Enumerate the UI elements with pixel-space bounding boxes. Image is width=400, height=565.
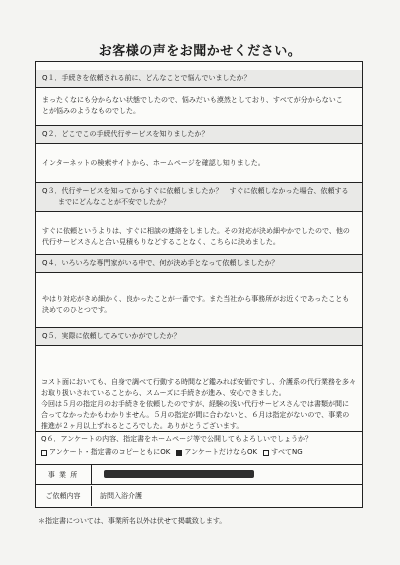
request-label: ご依頼内容 <box>35 486 92 506</box>
question-1 <box>36 70 362 88</box>
survey-form <box>35 61 363 508</box>
question-3-text: Q３．代行サービスを知ってからすぐに依頼しましたか？ すぐに依頼しなかった場合、依頼する <box>42 187 349 195</box>
answer-5-line: 今回は５月の指定月のお手続きを依頼したのですが、経験の浅い代行サービスさんでは書類が間に <box>41 400 349 408</box>
question-2-text: Q２．どこでこの手続代行サービスを知りましたか？ <box>42 130 209 138</box>
answer-1-line: とが悩みのようなものでした。 <box>42 107 140 115</box>
question-4-text: Q４．いろいろな専門家がいる中で、何が決め手となって依頼しましたか？ <box>42 259 279 267</box>
answer-5-line: お取り扱いされていることから、スムーズに手続きが進み、安心できました。 <box>41 389 286 397</box>
answer-3 <box>36 226 362 248</box>
answer-4-line: やはり対応がきめ細かく、良かったことが一番です。また当社から事務所がお近くであったことも <box>42 295 350 303</box>
option-label: アンケートだけならOK <box>184 448 258 456</box>
request-value: 訪問入浴介護 <box>100 492 142 500</box>
office-label: 事 業 所 <box>35 465 92 484</box>
answer-5-block <box>35 377 363 432</box>
answer-4-line: 決めてのひとつです。 <box>42 306 112 314</box>
answer-5-line: 合ってなかったかもわかりません。５月の指定が間に合わないと、６月は指定がないので、事業の <box>41 411 350 419</box>
question-4 <box>36 254 362 273</box>
answer-5-line: コスト面においても、自身で調べて行動する時間など鑑みれば安価ですし、介護系の代行業務を多々 <box>41 378 356 386</box>
answer-2 <box>36 158 362 169</box>
question-2 <box>36 125 362 144</box>
answer-4 <box>36 294 362 316</box>
answer-3-line: 代行サービスさんと合い見積もりなどすることなく、こちらに決めました。 <box>42 238 280 246</box>
question-6-text: Q６．アンケートの内容、指定書をホームページ等で公開してもよろしいでしょうか？ <box>41 435 312 443</box>
answer-5-line: 推進が２ヶ月以上ずれるところでした。ありがとうございます。 <box>41 422 244 430</box>
answer-2-line: インターネットの検索サイトから、ホームページを確認し知りました。 <box>42 159 265 167</box>
question-5 <box>36 327 362 346</box>
question-3 <box>36 182 362 212</box>
question-3-text: までにどんなことが不安でしたか？ <box>58 198 170 206</box>
option-label: アンケート・指定書のコピーともにOK <box>49 448 171 456</box>
answer-3-line: すぐに依頼というよりは、すぐに相談の連絡をしました。その対応が決め細やかでしたので、他の <box>42 227 350 235</box>
page-title: お客様の声をお聞かせください。 <box>98 44 302 59</box>
option-label: すべてNG <box>271 448 303 456</box>
answer-1 <box>36 95 362 117</box>
answer-1-line: まったくなにも分からない状態でしたので、悩みだいも漠然としており、すべてが分からないこ <box>42 96 343 104</box>
question-1-text: Q１．手続きを依頼される前に、どんなことで悩んでいましたか？ <box>42 74 251 82</box>
footnote: ＊指定書については、事業所名以外は伏せて掲載致します。 <box>38 517 227 525</box>
question-5-text: Q５．実際に依頼してみていかがでしたか？ <box>42 332 181 340</box>
